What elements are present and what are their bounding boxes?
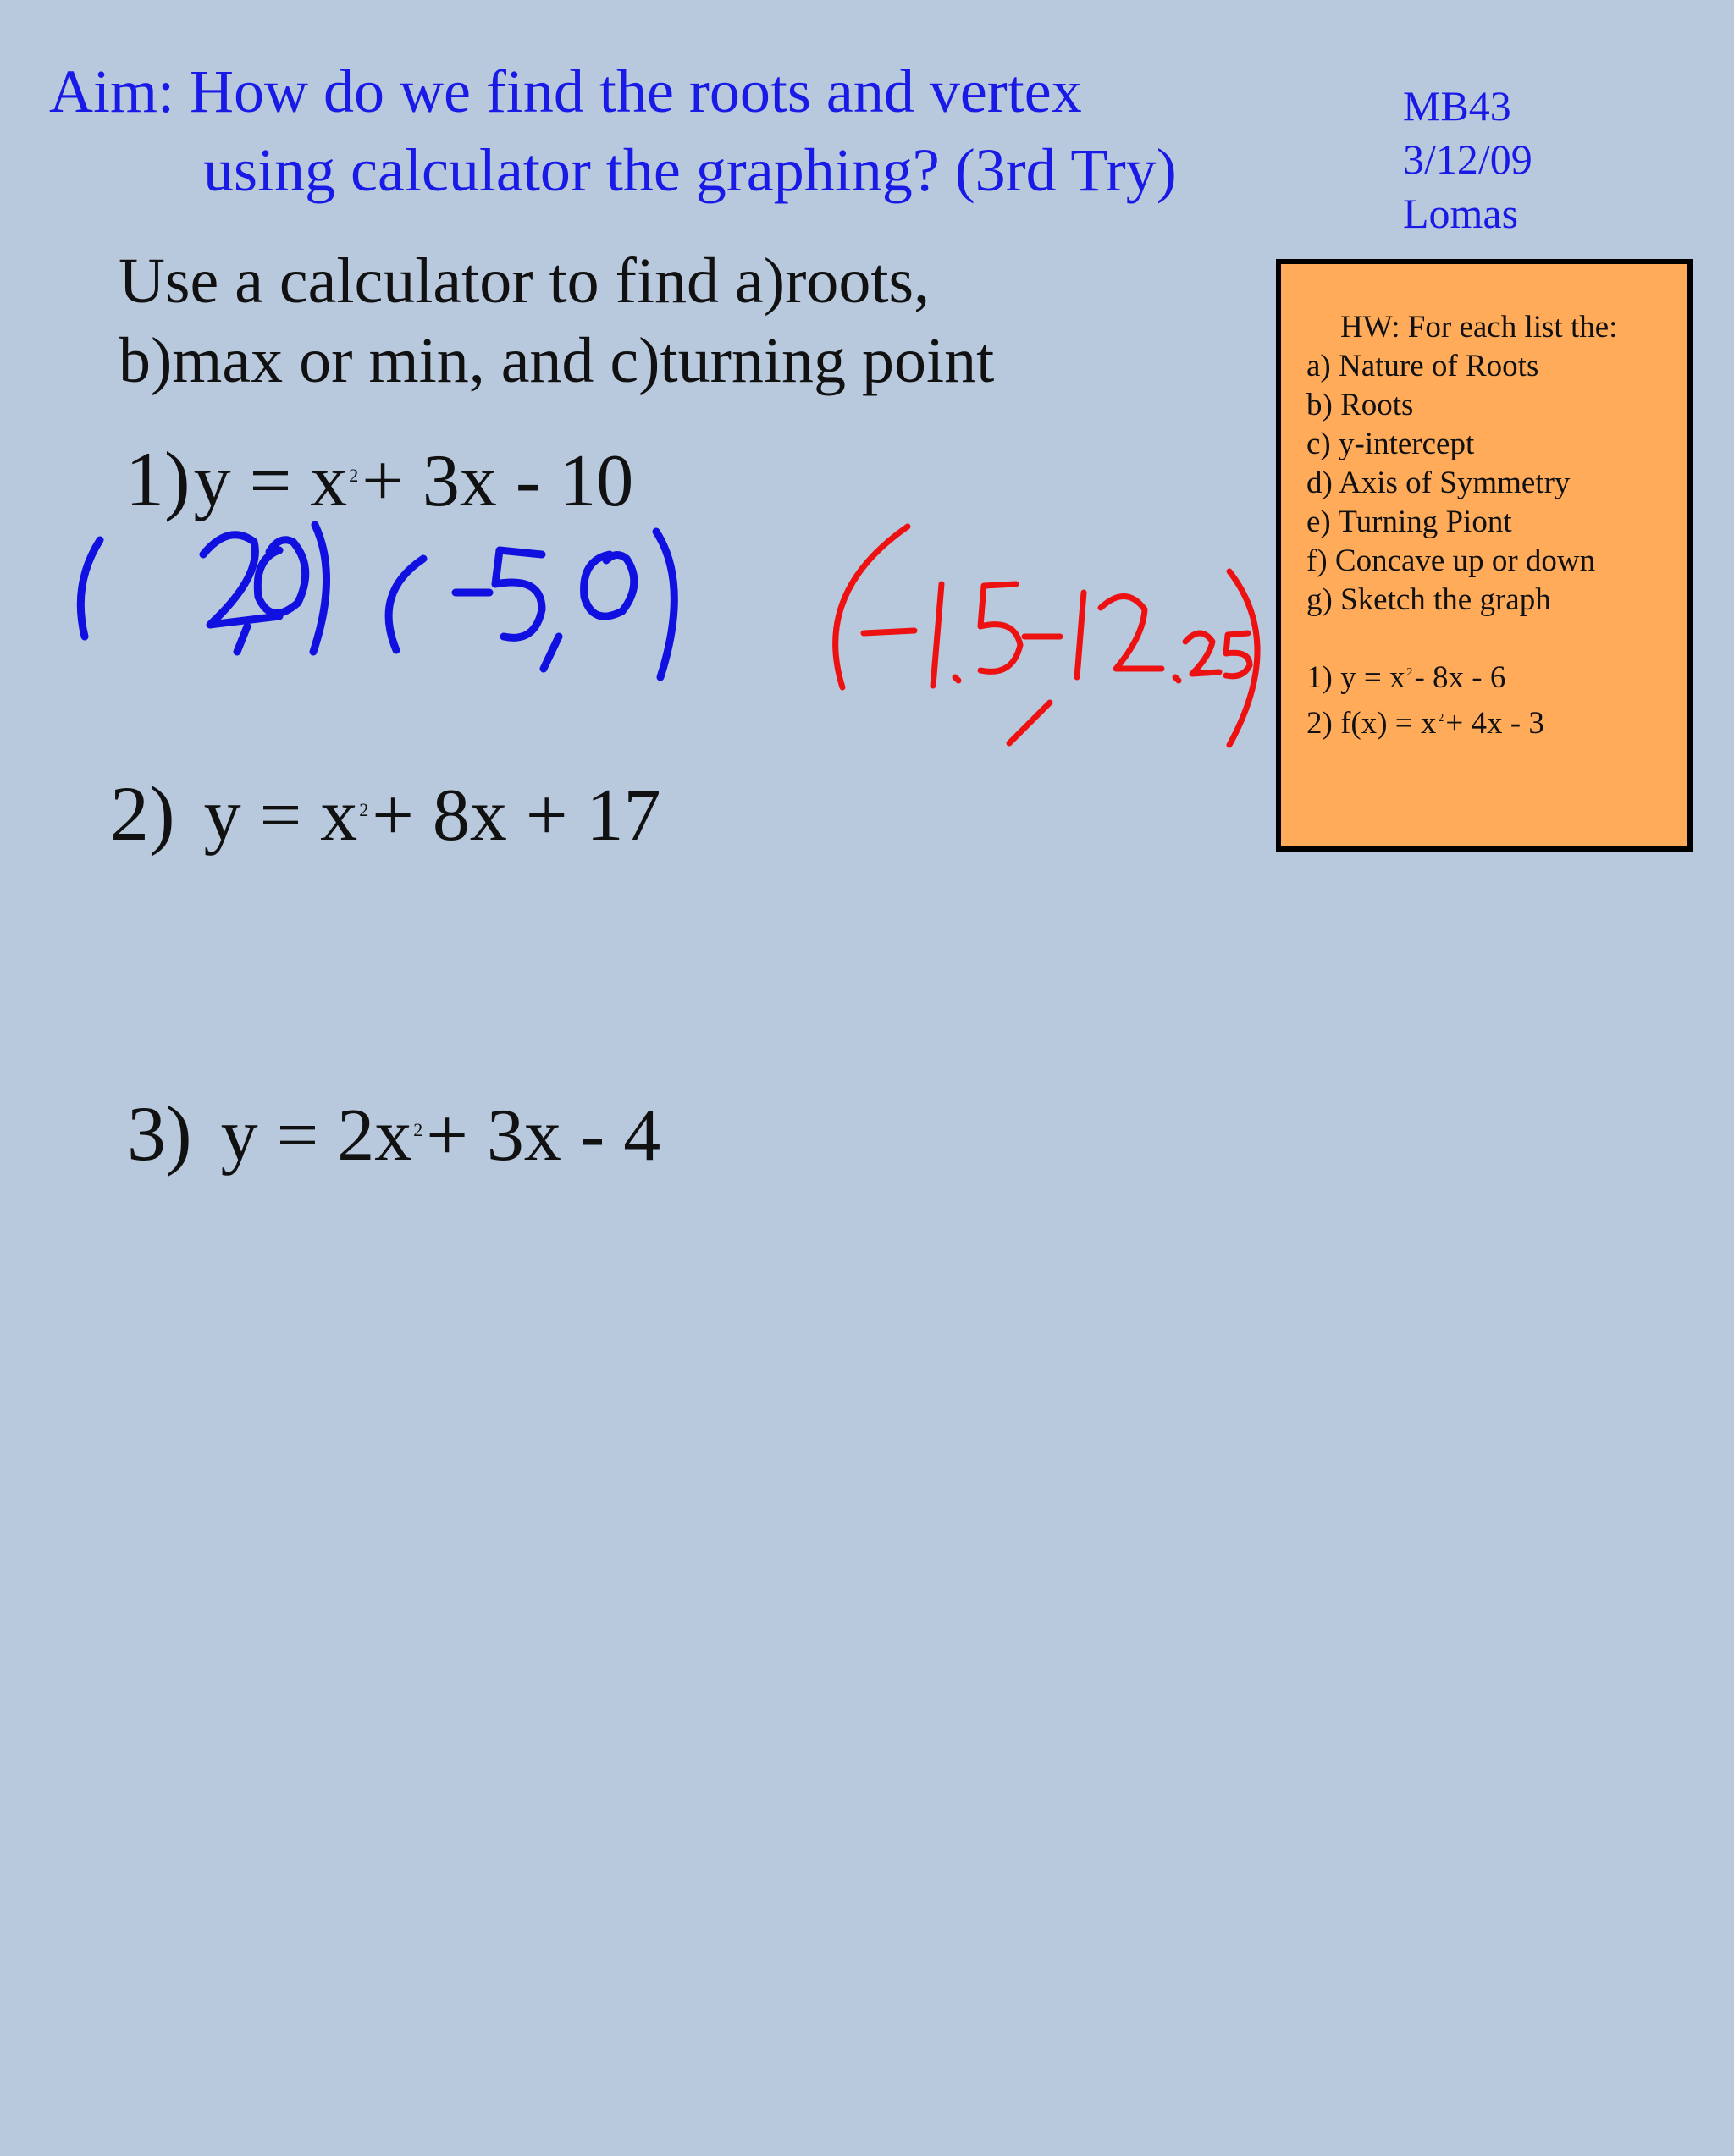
exponent: 2	[1406, 666, 1413, 679]
exponent: 2	[359, 799, 369, 820]
exponent: 2	[413, 1119, 423, 1140]
lesson-date: 3/12/09	[1403, 135, 1532, 183]
equation-right: + 3x - 10	[362, 440, 634, 522]
class-code: MB43	[1403, 82, 1511, 130]
instructions-line-2: b)max or min, and c)turning point	[119, 325, 995, 396]
homework-title: HW: For each list the:	[1340, 310, 1618, 345]
homework-item: a) Nature of Roots	[1306, 349, 1539, 383]
homework-item: e) Turning Piont	[1306, 505, 1512, 539]
hw-equation-left: 2) f(x) = x	[1306, 706, 1437, 741]
homework-problem-2	[1306, 704, 1687, 750]
instructions-line-1: Use a calculator to find a)roots,	[119, 245, 931, 317]
homework-item: g) Sketch the graph	[1306, 582, 1551, 617]
hw-equation-right: - 8x - 6	[1414, 660, 1506, 695]
exponent: 2	[1438, 712, 1444, 725]
equation-left: y = 2x	[220, 1095, 412, 1177]
homework-box	[1276, 259, 1693, 852]
problem-number: 3)	[127, 1090, 192, 1177]
equation-right: + 8x + 17	[372, 775, 661, 857]
aim-line-1: Aim: How do we find the roots and vertex	[49, 58, 1082, 125]
hw-equation-left: 1) y = x	[1306, 660, 1405, 695]
aim-line-2: using calculator the graphing? (3rd Try)	[203, 136, 1177, 204]
homework-item: f) Concave up or down	[1306, 543, 1596, 578]
hw-equation-right: + 4x - 3	[1445, 706, 1544, 741]
exponent: 2	[349, 465, 359, 486]
homework-item: b) Roots	[1306, 388, 1414, 422]
teacher-name: Lomas	[1403, 190, 1519, 237]
homework-item: d) Axis of Symmetry	[1306, 466, 1571, 500]
equation-left: y = x	[193, 440, 348, 522]
problem-number: 2)	[110, 770, 175, 857]
equation-left: y = x	[203, 775, 358, 857]
problem-number: 1)	[125, 436, 191, 522]
homework-item: c) y-intercept	[1306, 427, 1475, 461]
equation-right: + 3x - 4	[426, 1095, 661, 1177]
homework-problem-1	[1306, 659, 1687, 704]
